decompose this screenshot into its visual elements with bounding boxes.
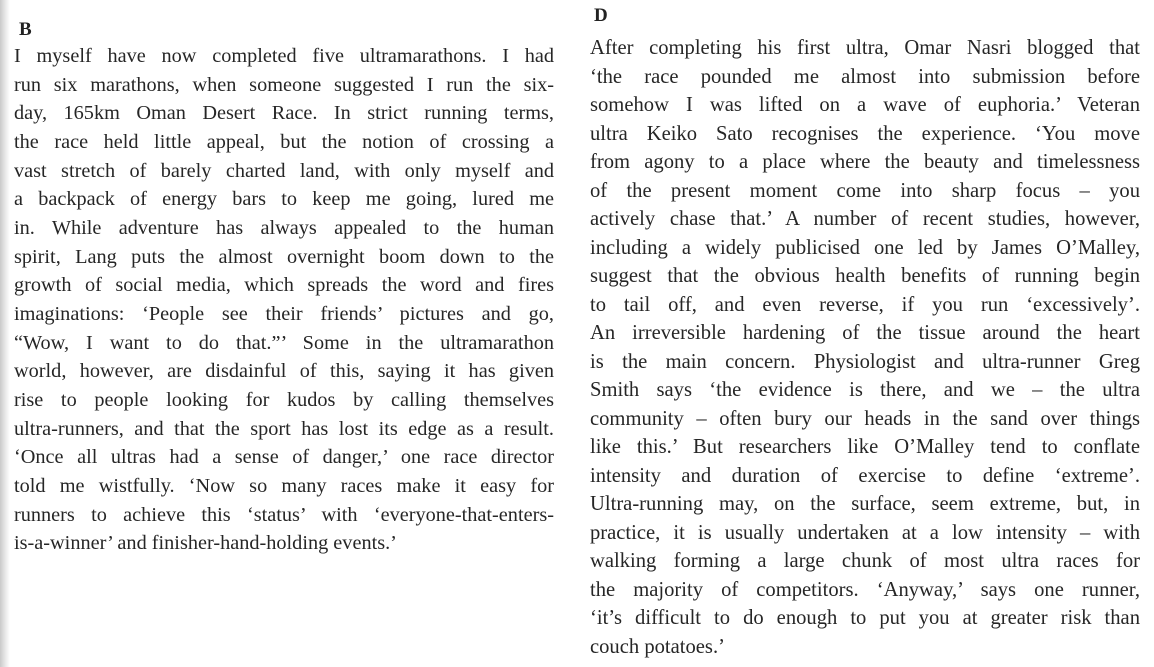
text-line: the race held little appeal, but the notion of crossing a xyxy=(14,130,554,153)
text-line: ‘the race pounded me almost into submission before xyxy=(590,65,1140,88)
text-line: the majority of competitors. ‘Anyway,’ says one runner, xyxy=(590,578,1140,601)
section-d-text xyxy=(590,34,1140,661)
text-line: from agony to a place where the beauty and timelessness xyxy=(590,151,1140,173)
text-line: couch potatoes.’ xyxy=(590,635,725,658)
text-line: growth of social media, which spreads the word and fires xyxy=(14,274,554,297)
text-line: Ultra-running may, on the surface, seem extreme, but, in xyxy=(590,493,1140,515)
text-line: imaginations: ‘People see their friends’ pictures and go, xyxy=(14,302,554,325)
text-line: world, however, are disdainful of this, saying it has given xyxy=(14,360,554,383)
text-line: ‘it’s difficult to do enough to put you at greater risk than xyxy=(590,607,1140,629)
text-line: runners to achieve this ‘status’ with ‘everyone-that-enters- xyxy=(14,503,554,526)
text-line: Smith says ‘the evidence is there, and we – the ultra xyxy=(590,379,1140,401)
text-line: ultra-runners, and that the sport has lost its edge as a result. xyxy=(14,417,554,440)
text-line: walking forming a large chunk of most ultra races for xyxy=(590,550,1140,572)
text-line: practice, it is usually undertaken at a low intensity – with xyxy=(590,521,1140,544)
text-line: vast stretch of barely charted land, with only myself and xyxy=(14,159,554,182)
scan-shadow-edge xyxy=(0,0,10,667)
text-line: suggest that the obvious health benefits of running begin xyxy=(590,265,1140,287)
text-line: run six marathons, when someone suggested I run the six- xyxy=(14,73,554,96)
text-line: spirit, Lang puts the almost overnight boom down to the xyxy=(14,245,554,268)
section-b-text xyxy=(14,42,554,558)
text-line: “Wow, I want to do that.”’ Some in the ultramarathon xyxy=(14,331,554,354)
section-b-letter: B xyxy=(19,19,32,40)
text-line: including a widely publicised one led by James O’Malley, xyxy=(590,236,1140,259)
text-line: day, 165km Oman Desert Race. In strict running terms, xyxy=(14,102,554,125)
text-line: rise to people looking for kudos by calling themselves xyxy=(14,388,554,411)
text-line: After completing his first ultra, Omar Nasri blogged that xyxy=(590,37,1140,59)
text-line: a backpack of energy bars to keep me going, lured me xyxy=(14,188,554,211)
text-line: actively chase that.’ A number of recent studies, however, xyxy=(590,208,1140,230)
text-line: in. While adventure has always appealed to the human xyxy=(14,216,554,239)
text-line: like this.’ But researchers like O’Malley tend to conflate xyxy=(590,436,1140,458)
text-line: told me wistfully. ‘Now so many races make it easy for xyxy=(14,474,554,497)
text-line: somehow I was lifted on a wave of euphoria.’ Veteran xyxy=(590,94,1140,116)
section-d-letter: D xyxy=(594,5,608,26)
text-line: I myself have now completed five ultramarathons. I had xyxy=(14,45,554,67)
text-line: is the main concern. Physiologist and ultra-runner Greg xyxy=(590,350,1140,373)
text-line: ultra Keiko Sato recognises the experience. ‘You move xyxy=(590,122,1140,145)
text-line: to tail off, and even reverse, if you run ‘excessively’. xyxy=(590,293,1140,316)
text-line: community – often bury our heads in the sand over things xyxy=(590,407,1140,430)
text-line: is-a-winner’ and finisher-hand-holding events.’ xyxy=(14,532,397,555)
text-line: ‘Once all ultras had a sense of danger,’ one race director xyxy=(14,446,554,469)
text-line: intensity and duration of exercise to define ‘extreme’. xyxy=(590,464,1140,487)
text-line: of the present moment come into sharp focus – you xyxy=(590,179,1140,202)
text-line: An irreversible hardening of the tissue around the heart xyxy=(590,322,1140,344)
